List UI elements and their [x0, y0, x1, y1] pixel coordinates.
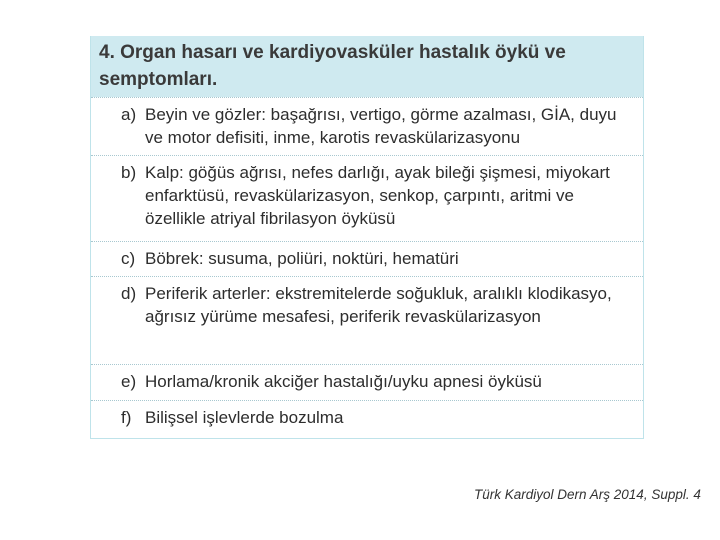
item-letter: e): [121, 372, 137, 391]
item-text: Periferik arterler: ekstremitelerde soğukluk, aralıklı klodikasyo, ağrısız yürüme mesafesi, periferik revaskülarizasyon: [145, 284, 612, 326]
item-letter: d): [121, 284, 137, 303]
table-row: [91, 241, 643, 276]
item-text: Bilişsel işlevlerde bozulma: [145, 408, 344, 427]
item-text: Beyin ve gözler: başağrısı, vertigo, görme azalması, GİA, duyu ve motor defisiti, inme, karotis revaskülarizasyonu: [145, 105, 617, 147]
organ-damage-table: [90, 36, 644, 439]
item-letter: b): [121, 163, 137, 182]
item-text: Böbrek: susuma, poliüri, noktüri, hematüri: [145, 249, 459, 268]
table-row: [91, 97, 643, 155]
table-row: [91, 276, 643, 364]
table-row: [91, 364, 643, 400]
item-letter: f): [121, 408, 132, 427]
source-citation: Türk Kardiyol Dern Arş 2014, Suppl. 4: [474, 487, 701, 502]
item-letter: a): [121, 105, 137, 124]
item-text: Kalp: göğüs ağrısı, nefes darlığı, ayak bileği şişmesi, miyokart enfarktüsü, revaskülarizasyon, senkop, çarpıntı, aritmi ve özellikle atriyal fibrilasyon öyküsü: [145, 163, 610, 228]
item-letter: c): [121, 249, 136, 268]
item-text: Horlama/kronik akciğer hastalığı/uyku apnesi öyküsü: [145, 372, 542, 391]
table-row: [91, 155, 643, 241]
table-header: 4. Organ hasarı ve kardiyovasküler hastalık öykü ve semptomları.: [91, 36, 643, 97]
table-row: [91, 400, 643, 438]
